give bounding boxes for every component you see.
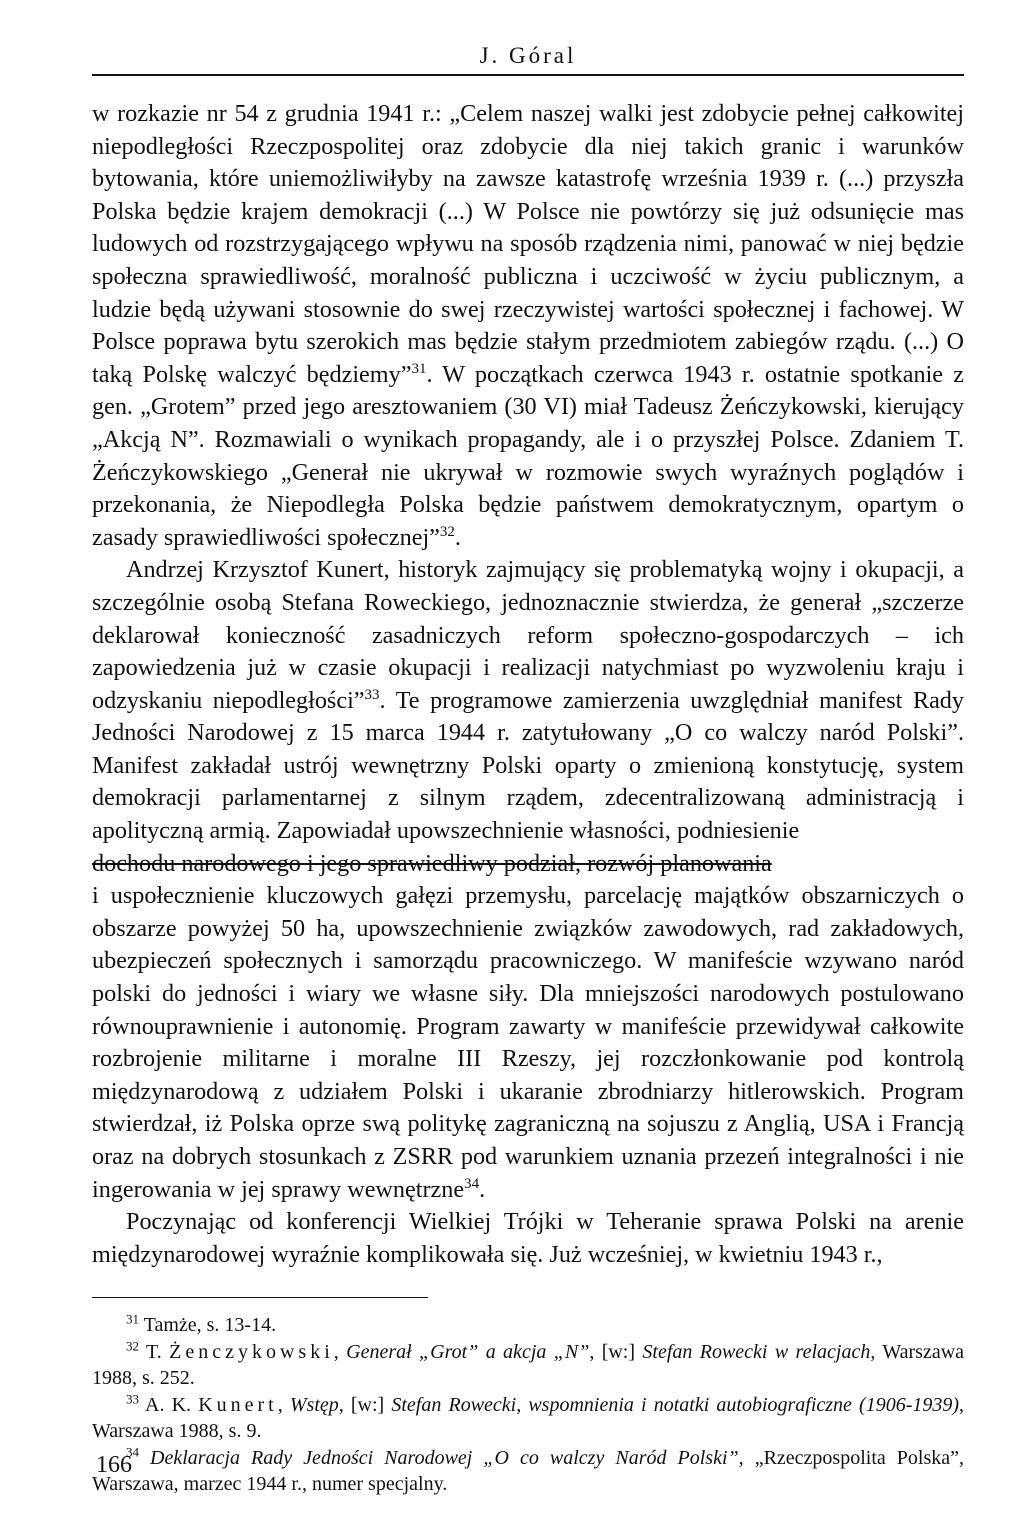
paragraph-1 xyxy=(92,98,964,554)
footnote-32-tail: , Warszawa 1988, s. 252. xyxy=(92,1340,965,1390)
footnote-32-author: Żenczykowski xyxy=(169,1340,334,1363)
footnote-31 xyxy=(92,1312,964,1339)
footnote-33-source: Stefan Rowecki, wspomnienia i notatki autobiograficzne (1906-1939) xyxy=(391,1393,960,1416)
paragraph-2 xyxy=(92,554,964,847)
page-number: 166 xyxy=(96,1452,132,1478)
footnote-33-author: Kunert xyxy=(198,1393,278,1416)
paragraph-1-text: w rozkazie nr 54 z grudnia 1941 r.: „Celem naszej walki jest zdobycie pełnej całkowitej niepodległości Rzeczpospolitej oraz zdobycie dla niej takich granic i warunków bytowania, które uniemożliwiłyby na zawsze katastrofę września 1939 r. (...) przyszła Polska będzie krajem demokracji (...) W Polsce nie powtórzy się już odsunięcie mas ludowych od rozstrzygającego wpływu na sposób rządzenia nimi, panować w niej będzie społeczna sprawiedliwość, moralność publiczna i uczciwość w życiu publicznym, a ludzie będą używani stosownie do swej rzeczywistej wartości społecznej i fachowej. W Polsce poprawa bytu szerokich mas będzie stałym przedmiotem zabiegów rządu. (...) O taką Polskę walczyć będziemy” xyxy=(92,100,964,388)
footnote-32-source: Stefan Rowecki w relacjach xyxy=(642,1340,871,1363)
footnote-33-title: Wstęp xyxy=(289,1393,339,1416)
body-text xyxy=(92,98,964,1271)
paragraph-3: Poczynając od konferencji Wielkiej Trójki w Teheranie sprawa Polski na arenie międzynarodowej wyraźnie komplikowała się. Już wcześniej, w kwietniu 1943 r., xyxy=(92,1208,964,1268)
running-header: J. Góral xyxy=(479,43,577,68)
paragraph-1-end: . xyxy=(454,523,461,551)
header-rule xyxy=(92,74,964,76)
footnote-33-comma: , xyxy=(277,1393,290,1416)
paragraph-2-after-text: i uspołecznienie kluczowych gałęzi przemysłu, parcelację majątków obszarniczych o obszarze powyżej 50 ha, upowszechnienie związków zawodowych, rad zakładowych, ubezpieczeń społecznych i samorządu pracowniczego. W manifeście wzywano naród polski do jedności i wiary we własne siły. Dla mniejszości narodowych postulowano równouprawnienie i autonomię. Program zawarty w manifeście przewidywał całkowite rozbrojenie militarne i moralne III Rzeszy, jej rozczłonkowanie pod kontrolą międzynarodową z udziałem Polski i ukaranie zbrodniarzy hitlerowskich. Program stwierdzał, iż Polska oprze swą politykę zagraniczną na sojuszu z Anglią, USA i Francją oraz na dobrych stosunkach z ZSRR pod warunkiem uznania przezeń integralności i nie ingerowania w jej sprawy wewnętrzne xyxy=(92,882,964,1203)
footnote-ref-33: 33 xyxy=(364,686,380,703)
footnote-33 xyxy=(92,1392,964,1445)
footnote-33-number: 33 xyxy=(126,1391,139,1407)
footnote-31-text: Tamże, s. 13-14. xyxy=(143,1314,277,1337)
footnote-ref-32: 32 xyxy=(439,523,455,540)
struck-through-line: dochodu narodowego i jego sprawiedliwy podział, rozwój planowania xyxy=(92,849,772,877)
footnote-32-mid: , [w:] xyxy=(589,1340,636,1363)
footnote-ref-31: 31 xyxy=(411,360,427,377)
paragraph-2-continued: . Te programowe zamierzenia uwzględniał manifest Rady Jedności Narodowej z 15 marca 1944 r. zatytułowany „O co walczy naród Polski”. Manifest zakładał ustrój wewnętrzny Polski oparty o zmienioną konstytucję, system demokracji parlamentarnej z silnym rządem, zdecentralizowaną administracją i apolityczną armią. Zapowiadał upowszechnienie własności, podniesienie xyxy=(92,686,964,845)
footnote-32-title: Generał „Grot” a akcja „N” xyxy=(346,1340,590,1363)
footnote-34-title: Deklaracja Rady Jedności Narodowej „O co walczy Naród Polski” xyxy=(150,1446,739,1469)
footnote-32-number: 32 xyxy=(126,1338,139,1354)
paragraph-2-end: . xyxy=(479,1175,486,1203)
footnote-separator xyxy=(92,1297,428,1298)
footnote-34-tail: , „Rzeczpospolita Polska”, Warszawa, marzec 1944 r., numer specjalny. xyxy=(92,1446,965,1496)
footnote-32 xyxy=(92,1339,964,1392)
footnotes xyxy=(92,1312,964,1498)
page xyxy=(92,40,964,1498)
footnote-33-mid: , [w:] xyxy=(338,1393,385,1416)
footnote-33-author-initial: A. K. xyxy=(145,1393,192,1416)
paragraph-1-continued: . W początkach czerwca 1943 r. ostatnie spotkanie z gen. „Grotem” przed jego aresztowaniem (30 VI) miał Tadeusz Żeńczykowski, kierujący „Akcją N”. Rozmawiali o wynikach propagandy, ale i o przyszłej Polsce. Zdaniem T. Żeńczykowskiego „Generał nie ukrywał w rozmowie swych wyraźnych poglądów i przekonania, że Niepodległa Polska będzie państwem demokratycznym, opartym o zasady sprawiedliwości społecznej” xyxy=(92,360,964,551)
footnote-33-tail: , Warszawa 1988, s. 9. xyxy=(92,1393,965,1443)
paragraph-2-after-strike xyxy=(92,880,964,1206)
footnote-34 xyxy=(92,1445,964,1498)
footnote-32-comma: , xyxy=(333,1340,347,1363)
footnote-ref-34: 34 xyxy=(464,1175,480,1192)
footnote-31-number: 31 xyxy=(126,1311,139,1327)
paragraph-2-text: Andrzej Krzysztof Kunert, historyk zajmujący się problematyką wojny i okupacji, a szczególnie osobą Stefana Roweckiego, jednoznacznie stwierdza, że generał „szczerze deklarował konieczność zasadniczych reform społeczno-gospodarczych – ich zapowiedzenia już w czasie okupacji i realizacji natychmiast po wyzwoleniu kraju i odzyskaniu niepodległości” xyxy=(92,556,964,714)
footnote-34-number: 34 xyxy=(126,1444,139,1460)
footnote-32-author-initial: T. xyxy=(146,1340,162,1363)
